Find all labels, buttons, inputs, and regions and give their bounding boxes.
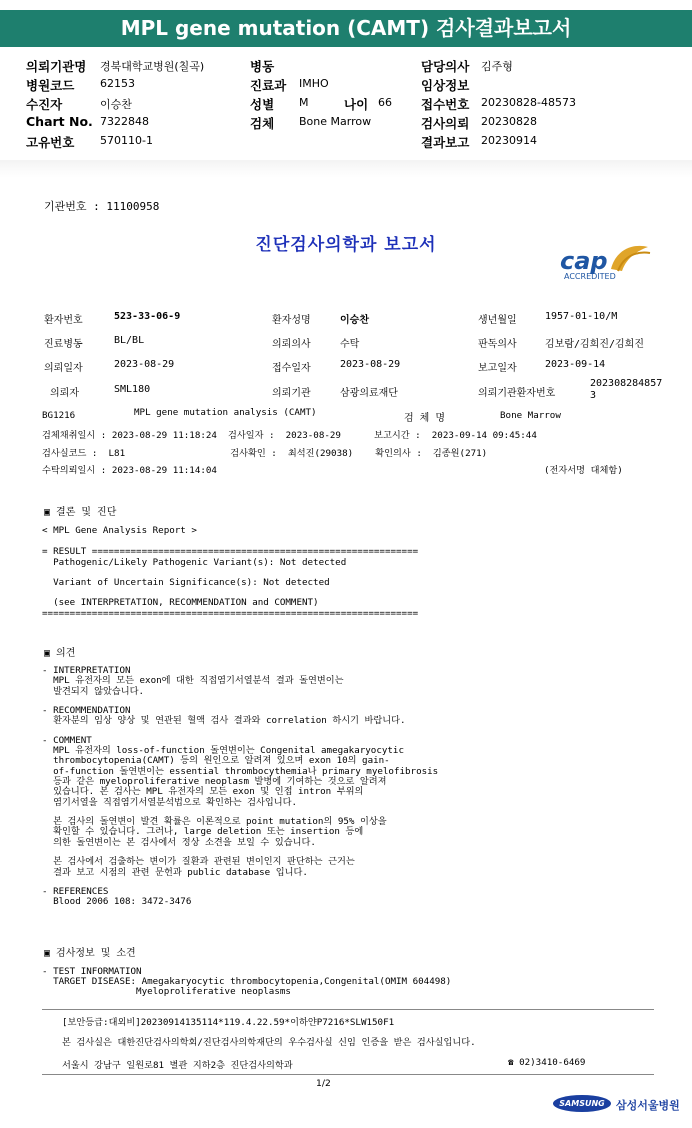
phone-line: ☎ 02)3410-6469 bbox=[508, 1057, 586, 1068]
agency-number: 기관번호 : 11100958 bbox=[44, 200, 160, 213]
patient-number: 523-33-06-9 bbox=[114, 311, 181, 322]
patient-name: 이승찬 bbox=[340, 315, 369, 326]
text-line: MPL 유전자의 모든 exon에 대한 직접염기서열분석 결과 돌연변이는 bbox=[42, 675, 344, 687]
hdr-value: 570110-1 bbox=[100, 134, 153, 147]
text-line: 있습니다. 본 검사는 MPL 유전자의 모든 exon 및 인접 intron 부위의 bbox=[42, 786, 364, 798]
address-line: 서울시 강남구 일원로81 별관 지하2층 진단검사의학과 bbox=[62, 1060, 293, 1071]
text-line: 발견되지 않았습니다. bbox=[42, 685, 145, 697]
info-value: SML180 bbox=[114, 384, 151, 395]
text-line: ==================================================================== bbox=[42, 608, 419, 620]
hdr-value: IMHO bbox=[299, 77, 329, 90]
text-line bbox=[42, 568, 418, 577]
result-block bbox=[42, 546, 418, 619]
info-value: 수탁 bbox=[340, 339, 360, 350]
section-testinfo-heading: ▣ 검사정보 및 소견 bbox=[44, 948, 136, 959]
meta-line: 수탁의뢰일시 : 2023-08-29 11:14:04 bbox=[42, 465, 217, 476]
text-line: - TEST INFORMATION bbox=[42, 966, 142, 977]
text-line: - COMMENT bbox=[42, 734, 92, 746]
info-label: 환자성명 bbox=[272, 315, 311, 326]
hdr-key: 담당의사 bbox=[421, 59, 470, 74]
info-value: BL/BL bbox=[114, 335, 145, 346]
text-line bbox=[42, 727, 438, 736]
hdr-value: 20230914 bbox=[481, 134, 537, 147]
info-value: 김보람/김희진/김희진 bbox=[545, 339, 644, 350]
hdr-key: 병원코드 bbox=[26, 78, 75, 93]
report-banner-title: MPL gene mutation (CAMT) 검사결과보고서 bbox=[0, 10, 692, 47]
cap-word: cap bbox=[560, 247, 608, 275]
info-value: 2023-08-29 bbox=[114, 359, 175, 370]
security-line: [보안등급:대외비]20230914135114*119.4.22.59*이하얀P7216*SLW150F1 bbox=[62, 1017, 395, 1028]
test-name: MPL gene mutation analysis (CAMT) bbox=[134, 407, 317, 418]
testinfo-block bbox=[42, 967, 451, 997]
info-label: 의뢰기관 bbox=[272, 388, 311, 399]
text-line: of-function 돌연변이는 essential thrombocythemia나 primary myelofibrosis bbox=[42, 765, 439, 777]
cap-accredited-logo bbox=[556, 241, 656, 285]
specimen-label: 검 체 명 bbox=[404, 413, 446, 424]
info-value: 2023-09-14 bbox=[545, 359, 606, 370]
hdr-key: 병동 bbox=[250, 59, 275, 74]
text-line: Variant of Uncertain Significance(s): Not detected bbox=[42, 577, 330, 589]
test-code: BG1216 bbox=[42, 410, 76, 421]
hdr-key: 진료과 bbox=[250, 78, 287, 93]
hdr-key: 성별 bbox=[250, 97, 275, 112]
text-line: Pathogenic/Likely Pathogenic Variant(s): Not detected bbox=[42, 557, 347, 568]
hdr-value: M bbox=[299, 96, 309, 109]
opinion-block bbox=[42, 666, 438, 908]
info-label: 판독의사 bbox=[478, 339, 517, 350]
footer-divider bbox=[42, 1009, 654, 1010]
info-label: 접수일자 bbox=[272, 363, 311, 374]
info-label: 의뢰자 bbox=[50, 388, 79, 399]
report-title: 진단검사의학과 보고서 bbox=[255, 235, 437, 255]
page-number: 1/2 bbox=[316, 1078, 331, 1089]
hdr-value: 김주형 bbox=[481, 60, 513, 73]
text-line: 등과 같은 myeloproliferative neoplasm 발병에 기여하는 것으로 알려져 bbox=[42, 776, 387, 788]
text-line bbox=[42, 588, 418, 597]
info-label: 의뢰의사 bbox=[272, 339, 311, 350]
hdr-key: 임상정보 bbox=[421, 78, 470, 93]
text-line: 결과 보고 시점의 관련 문헌과 public database 입니다. bbox=[42, 866, 308, 878]
info-label: 보고일자 bbox=[478, 363, 517, 374]
hdr-value: Bone Marrow bbox=[299, 115, 372, 128]
hdr-value: 경북대학교병원(칠곡) bbox=[100, 60, 205, 73]
birth-date: 1957-01-10/M bbox=[545, 311, 618, 322]
meta-line: 검사실코드 : L81 검사확인 : 최석진(29038) 확인의사 : 김종원(271) bbox=[42, 448, 488, 459]
text-line: - RECOMMENDATION bbox=[42, 705, 131, 717]
info-value: 삼광의료재단 bbox=[340, 388, 398, 399]
text-line: 환자분의 임상 양상 및 연관된 혈액 검사 결과와 correlation 하시기 바랍니다. bbox=[42, 715, 406, 727]
text-line: TARGET DISEASE: Amegakaryocytic thrombocytopenia,Congenital(OMIM 604498) bbox=[42, 976, 452, 987]
hdr-key: Chart No. bbox=[26, 114, 93, 129]
hdr-key: 의뢰기관명 bbox=[26, 59, 87, 74]
header-info bbox=[0, 55, 692, 155]
certification-line: 본 검사실은 대한진단검사의학회/진단검사의학재단의 우수검사실 신임 인증을 받은 검사실입니다. bbox=[62, 1037, 476, 1048]
info-label: 환자번호 bbox=[44, 315, 83, 326]
cap-sub: ACCREDITED bbox=[564, 272, 616, 281]
hospital-name: 삼성서울병원 bbox=[616, 1099, 680, 1112]
info-label: 생년월일 bbox=[478, 315, 517, 326]
meta-line: 검체채취일시 : 2023-08-29 11:18:24 검사일자 : 2023-08-29 보고시간 : 2023-09-14 09:45:44 bbox=[42, 430, 537, 441]
hdr-key: 결과보고 bbox=[421, 135, 470, 150]
hdr-value: 62153 bbox=[100, 77, 135, 90]
text-line: MPL 유전자의 loss-of-function 돌연변이는 Congenital amegakaryocytic bbox=[42, 745, 404, 757]
hdr-value: 20230828-48573 bbox=[481, 96, 576, 109]
text-line: thrombocytopenia(CAMT) 등의 원인으로 알려져 있으며 exon 10의 gain- bbox=[42, 755, 390, 767]
info-label: 의뢰일자 bbox=[44, 363, 83, 374]
text-line: 확인할 수 있습니다. 그러나, large deletion 또는 insertion 등에 bbox=[42, 826, 364, 838]
info-value: 202308284857 bbox=[590, 378, 663, 389]
info-value: 2023-08-29 bbox=[340, 359, 401, 370]
hdr-value: 이승찬 bbox=[100, 98, 132, 111]
esign-note: (전자서명 대체함) bbox=[544, 465, 623, 476]
hdr-value: 20230828 bbox=[481, 115, 537, 128]
hdr-value: 7322848 bbox=[100, 115, 149, 128]
text-line: - INTERPRETATION bbox=[42, 665, 131, 676]
text-line: - REFERENCES bbox=[42, 885, 109, 897]
hdr-key: 검체 bbox=[250, 116, 275, 131]
info-value: 3 bbox=[590, 390, 597, 401]
hdr-key: 접수번호 bbox=[421, 97, 470, 112]
hdr-key: 검사의뢰 bbox=[421, 116, 470, 131]
section-opinion-heading: ▣ 의견 bbox=[44, 648, 76, 659]
info-label: 의뢰기관환자번호 bbox=[478, 388, 556, 399]
text-line: 본 검사에서 검출하는 변이가 질환과 관련된 변이인지 판단하는 근거는 bbox=[42, 856, 355, 868]
text-line: 의한 돌연변이는 본 검사에서 정상 소견을 보일 수 있습니다. bbox=[42, 836, 316, 848]
text-line: 염기서열을 직접염기서열분석법으로 확인하는 검사입니다. bbox=[42, 796, 298, 808]
specimen-value: Bone Marrow bbox=[500, 410, 561, 421]
section-result-heading: ▣ 결론 및 진단 bbox=[44, 507, 117, 518]
text-line: = RESULT =========================================================== bbox=[42, 546, 419, 557]
text-line: 본 검사의 돌연변이 발견 확률은 이론적으로 point mutation의 95% 이상을 bbox=[42, 816, 387, 828]
hdr-key: 수진자 bbox=[26, 97, 63, 112]
samsung-logo: SAMSUNG bbox=[553, 1095, 611, 1112]
text-line: (see INTERPRETATION, RECOMMENDATION and COMMENT) bbox=[42, 597, 319, 609]
text-line: Myeloproliferative neoplasms bbox=[42, 986, 291, 997]
hdr-key: 고유번호 bbox=[26, 135, 75, 150]
text-line: Blood 2006 108: 3472-3476 bbox=[42, 896, 192, 908]
report-tag: < MPL Gene Analysis Report > bbox=[42, 525, 197, 536]
page-separator bbox=[0, 160, 692, 178]
hdr-key: 나이 bbox=[344, 97, 369, 112]
hdr-value: 66 bbox=[378, 96, 392, 109]
info-label: 진료병동 bbox=[44, 339, 83, 350]
scanned-report bbox=[0, 178, 692, 1128]
footer-divider bbox=[42, 1074, 654, 1075]
